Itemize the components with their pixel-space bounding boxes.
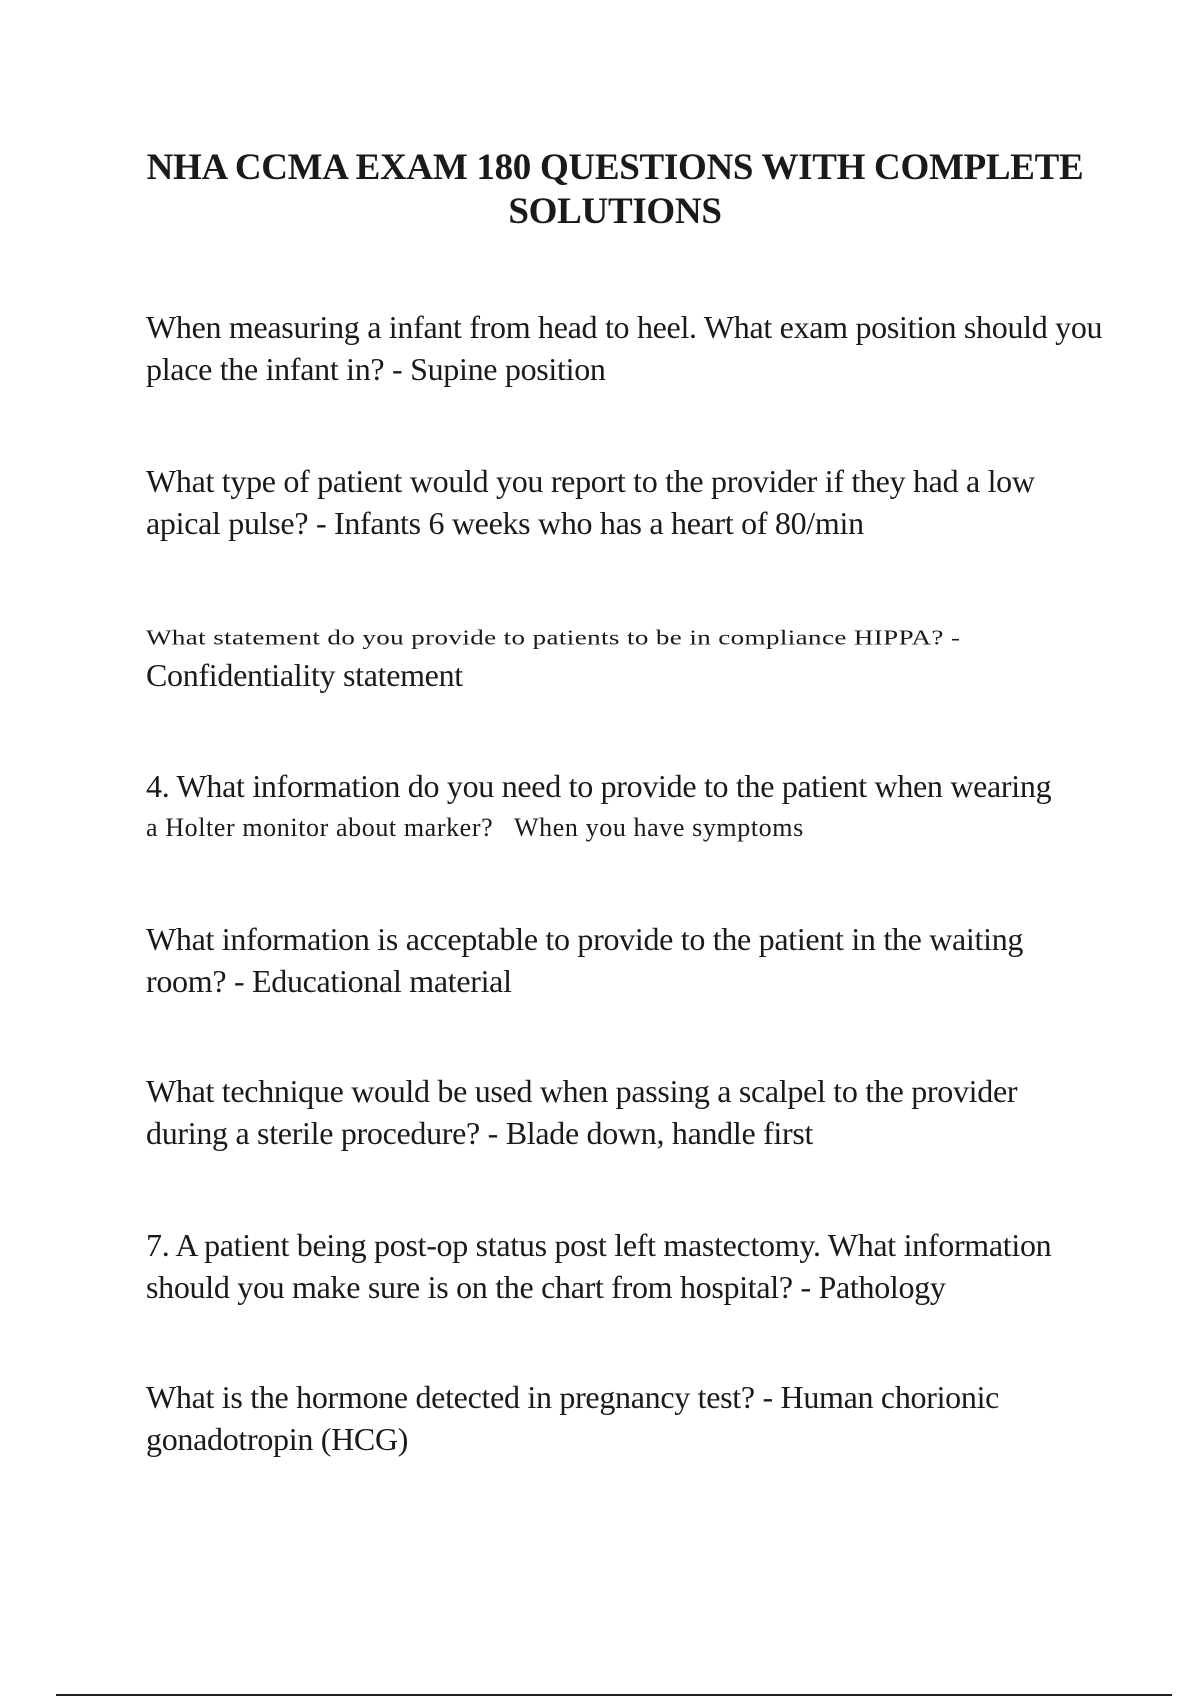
question-answer-3-line-1: What statement do you provide to patients to be in compliance HIPPA? - — [146, 625, 961, 650]
question-answer-2: What type of patient would you report to the provider if they had a low apical pulse? - Infants 6 weeks who has a heart of 80/min — [146, 463, 1035, 541]
question-answer-7: 7. A patient being post-op status post left mastectomy. What information should you make sure is on the chart from hospital? - Pathology — [146, 1227, 1052, 1305]
question-answer-1: When measuring a infant from head to heel. What exam position should you place the infant in? - Supine position — [146, 309, 1103, 387]
question-answer-4-line-1: 4. What information do you need to provide to the patient when wearing — [146, 768, 1052, 804]
question-answer-4-line-2: a Holter monitor about marker? When you have symptoms — [146, 813, 804, 842]
question-answer-4 — [146, 765, 1106, 849]
question-answer-3-line-2: Confidentiality statement — [146, 657, 463, 693]
question-answer-3 — [146, 612, 1106, 696]
document-title: NHA CCMA EXAM 180 QUESTIONS WITH COMPLETE SOLUTIONS — [146, 147, 1084, 232]
question-answer-5: What information is acceptable to provide to the patient in the waiting room? - Educational material — [146, 921, 1024, 999]
question-answer-6: What technique would be used when passing a scalpel to the provider during a sterile procedure? - Blade down, handle first — [146, 1073, 1018, 1151]
question-answer-8: What is the hormone detected in pregnancy test? - Human chorionic gonadotropin (HCG) — [146, 1379, 1000, 1457]
footer-divider — [56, 1694, 1172, 1696]
